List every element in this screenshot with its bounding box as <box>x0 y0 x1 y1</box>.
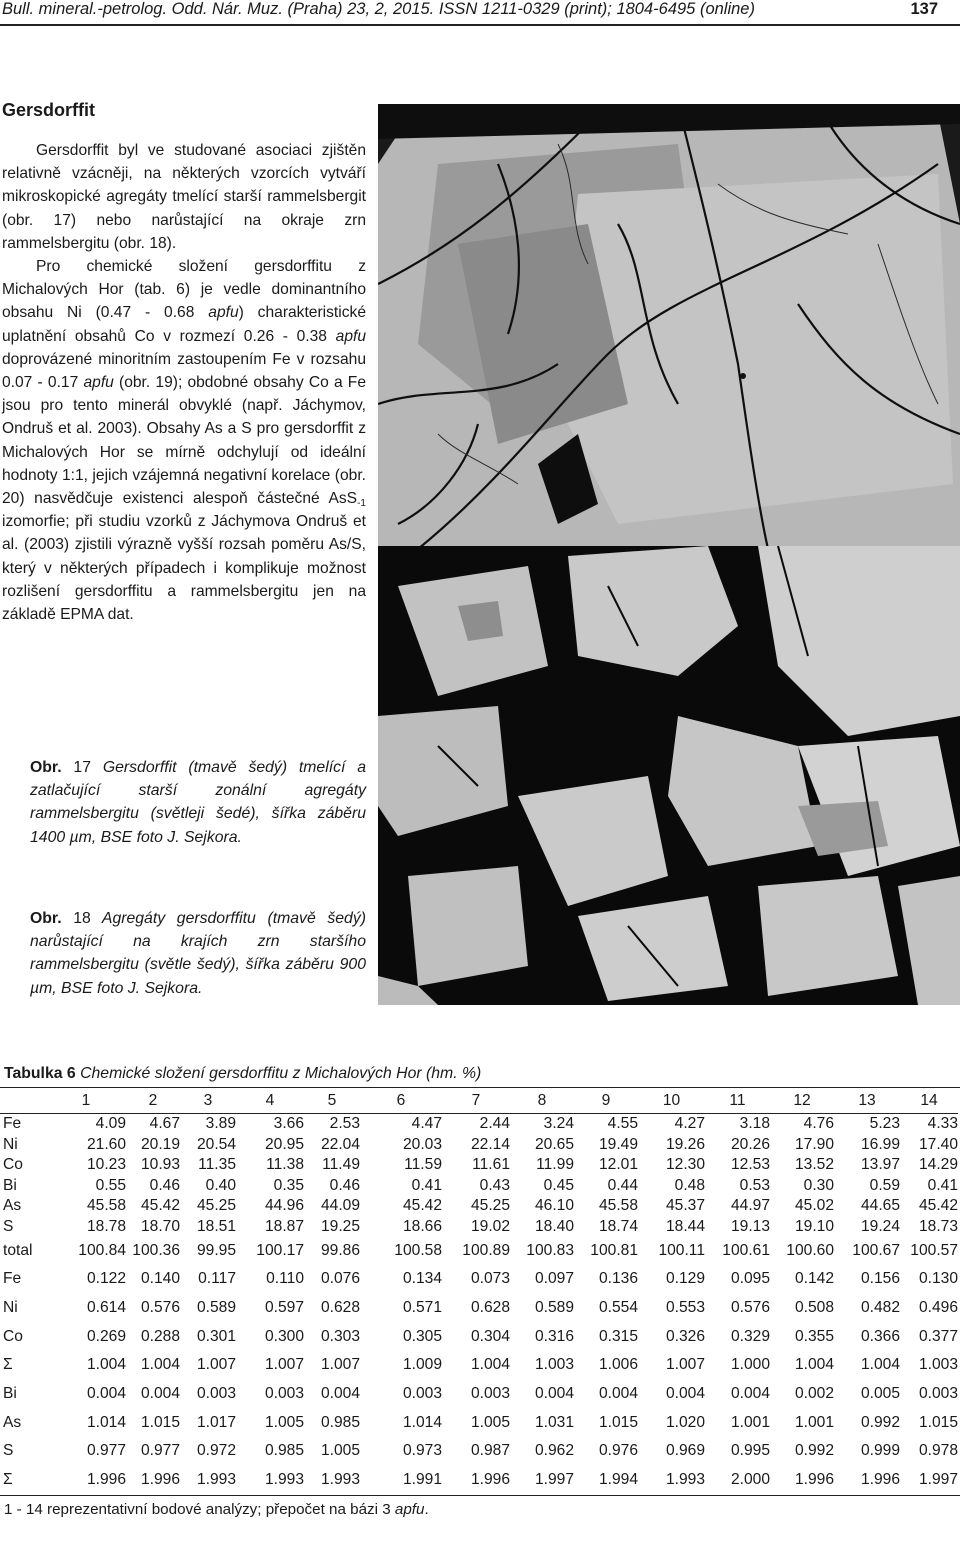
table-row <box>0 1176 958 1197</box>
column-header: 3 <box>203 1091 213 1109</box>
table-cell: 18.87 <box>264 1217 304 1235</box>
table-cell: 1.001 <box>730 1413 770 1431</box>
table-cell: 0.315 <box>598 1327 638 1345</box>
table-cell: 1.015 <box>140 1413 180 1431</box>
table-cell: 1.015 <box>918 1413 958 1431</box>
table-cell: 0.59 <box>869 1176 900 1194</box>
table-cell: 1.996 <box>794 1471 834 1489</box>
row-label: Bi <box>3 1385 17 1403</box>
table-cell: 100.61 <box>722 1242 770 1259</box>
table-cell: 0.992 <box>860 1413 900 1431</box>
table-cell: 0.43 <box>479 1176 510 1194</box>
table-cell: 14.29 <box>918 1156 958 1174</box>
table-cell: 0.41 <box>927 1176 958 1194</box>
table-cell: 22.14 <box>470 1135 510 1153</box>
table-cell: 13.52 <box>794 1156 834 1174</box>
table-cell: 1.993 <box>320 1471 360 1489</box>
table-cell: 1.994 <box>598 1471 638 1489</box>
table-cell: 1.006 <box>598 1356 638 1374</box>
table-cell: 1.031 <box>534 1413 574 1431</box>
table-cell: 45.58 <box>598 1197 638 1215</box>
table-cell: 0.53 <box>739 1176 770 1194</box>
table-row <box>0 1437 958 1466</box>
section-title: Gersdorffit <box>2 100 96 120</box>
table-row <box>0 1237 958 1265</box>
table-cell: 0.301 <box>196 1327 236 1345</box>
table-cell: 0.977 <box>86 1442 126 1460</box>
table-cell: 2.000 <box>730 1471 770 1489</box>
table-cell: 1.007 <box>264 1356 304 1374</box>
table-cell: 100.58 <box>394 1242 442 1259</box>
table-cell: 4.76 <box>770 1114 834 1135</box>
table-cell: 0.41 <box>411 1176 442 1194</box>
row-label: Co <box>3 1327 23 1345</box>
table-cell: 1.996 <box>140 1471 180 1489</box>
table-cell: 0.117 <box>198 1270 236 1288</box>
table-cell: 18.40 <box>534 1217 574 1235</box>
table-cell: 4.33 <box>900 1114 958 1135</box>
column-header: 9 <box>601 1091 611 1109</box>
row-label: Σ <box>3 1471 13 1489</box>
table-cell: 19.49 <box>598 1135 638 1153</box>
table-cell: 19.26 <box>665 1135 705 1153</box>
table-cell: 0.130 <box>918 1270 958 1288</box>
table-cell: 0.992 <box>794 1442 834 1460</box>
table-cell: 1.005 <box>470 1413 510 1431</box>
column-header <box>0 1088 46 1114</box>
table-cell: 0.508 <box>794 1299 834 1317</box>
table-cell: 4.67 <box>126 1114 180 1135</box>
table-cell: 100.17 <box>256 1242 304 1259</box>
table-cell: 100.81 <box>590 1242 638 1259</box>
table-cell: 44.97 <box>730 1197 770 1215</box>
table-cell: 0.576 <box>140 1299 180 1317</box>
table-cell: 1.000 <box>730 1356 770 1374</box>
table-cell: 22.04 <box>320 1135 360 1153</box>
table-cell: 18.70 <box>140 1217 180 1235</box>
table-cell: 19.24 <box>860 1217 900 1235</box>
table-cell: 0.597 <box>264 1299 304 1317</box>
table-cell: 2.44 <box>442 1114 510 1135</box>
table-cell: 2.53 <box>304 1114 360 1135</box>
table-cell: 45.42 <box>402 1197 442 1215</box>
table-cell: 11.99 <box>536 1156 574 1174</box>
table-cell: 0.004 <box>665 1385 705 1403</box>
table-cell: 1.004 <box>860 1356 900 1374</box>
table-row <box>0 1114 958 1135</box>
table-cell: 0.004 <box>534 1385 574 1403</box>
table-cell: 0.48 <box>674 1176 705 1194</box>
table-cell: 20.26 <box>730 1135 770 1153</box>
table-cell: 0.972 <box>196 1442 236 1460</box>
row-label: Fe <box>0 1114 46 1135</box>
table-cell: 0.156 <box>860 1270 900 1288</box>
table-cell: 0.554 <box>598 1299 638 1317</box>
column-header: 10 <box>662 1091 681 1109</box>
table-row <box>0 1217 958 1238</box>
table-cell: 0.985 <box>320 1413 360 1431</box>
table-cell: 0.129 <box>665 1270 705 1288</box>
table-cell: 11.35 <box>198 1156 236 1174</box>
table-row <box>0 1351 958 1380</box>
table-cell: 0.40 <box>205 1176 236 1194</box>
table-cell: 16.99 <box>860 1135 900 1153</box>
row-label: S <box>3 1442 14 1460</box>
paragraph-2: Pro chemické složení gersdorffitu z Michalových Hor (tab. 6) je vedle dominantního obsahu Ni (0.47 - 0.68 apfu) charakteristické uplatnění obsahů Co v rozmezí 0.26 - 0.38 apfu doprovázené minoritním zastoupením Fe v rozsahu 0.07 - 0.17 apfu (obr. 19); obdobné obsahy Co a Fe jsou pro tento minerál obvyklé (např. Jáchymov, Ondruš et al. 2003). Obsahy As a S pro gersdorffit z Michalových Hor se mírně odchylují od ideální hodnoty 1:1, jejich vzájemná negativní korelace (obr. 20) nasvědčuje existenci alespoň částečné AsS$_{-1}$ izomorfie; při studiu vzorků z Jáchymova Ondruš et al. (2003) zjistili výrazně vyšší rozsah poměru As/S, který v některých případech i komplikuje možnost rozlišení gersdorffitu a rammelsbergitu jen na základě EPMA dat. <box>2 258 367 624</box>
table-cell: 1.009 <box>402 1356 442 1374</box>
table-cell: 0.366 <box>860 1327 900 1345</box>
table-footnote: 1 - 14 reprezentativní bodové analýzy; přepočet na bázi 3 apfu. <box>4 1500 429 1518</box>
table-cell: 0.496 <box>918 1299 958 1317</box>
table-row <box>0 1294 958 1323</box>
table-cell: 1.004 <box>794 1356 834 1374</box>
table-cell: 0.973 <box>402 1442 442 1460</box>
table-cell: 20.54 <box>196 1135 236 1153</box>
table-cell: 0.377 <box>918 1327 958 1345</box>
table-cell: 11.49 <box>322 1156 360 1174</box>
row-label: Ni <box>3 1299 18 1317</box>
table-cell: 18.73 <box>918 1217 958 1235</box>
figure-18-bse-photo <box>378 546 960 1005</box>
column-header: 1 <box>81 1091 91 1109</box>
table-cell: 0.142 <box>794 1270 834 1288</box>
table-cell: 0.003 <box>264 1385 304 1403</box>
table-cell: 0.003 <box>402 1385 442 1403</box>
table-cell: 20.19 <box>140 1135 180 1153</box>
table-cell: 1.996 <box>860 1471 900 1489</box>
table-cell: 0.969 <box>665 1442 705 1460</box>
table-header-row <box>0 1088 958 1114</box>
table-cell: 0.288 <box>140 1327 180 1345</box>
table-cell: 19.02 <box>470 1217 510 1235</box>
table-cell: 18.78 <box>86 1217 126 1235</box>
table-cell: 0.110 <box>266 1270 304 1288</box>
table-cell: 0.985 <box>264 1442 304 1460</box>
figure-17-caption: Obr. 17 Gersdorffit (tmavě šedý) tmelící a zatlačující starší zonální agregáty rammelsbergitu (světleji šedé), šířka záběru 1400 µm, BSE foto J. Sejkora. <box>30 759 366 846</box>
table-cell: 5.23 <box>834 1114 900 1135</box>
column-header: 14 <box>920 1091 938 1109</box>
running-header <box>0 0 960 20</box>
table-cell: 0.589 <box>534 1299 574 1317</box>
row-label: Fe <box>3 1270 22 1288</box>
table-cell: 0.553 <box>665 1299 705 1317</box>
table-cell: 45.25 <box>196 1197 236 1215</box>
table-cell: 1.993 <box>264 1471 304 1489</box>
table-cell: 1.997 <box>534 1471 574 1489</box>
table-cell: 0.004 <box>86 1385 126 1403</box>
table-row <box>0 1408 958 1437</box>
table-cell: 13.97 <box>860 1156 900 1174</box>
table-cell: 0.003 <box>918 1385 958 1403</box>
table-cell: 20.65 <box>534 1135 574 1153</box>
column-header: 13 <box>858 1091 876 1109</box>
table-cell: 0.589 <box>196 1299 236 1317</box>
table-cell: 3.66 <box>236 1114 304 1135</box>
table-cell: 0.076 <box>320 1270 360 1288</box>
column-header: 5 <box>327 1091 337 1109</box>
paragraph-1: Gersdorffit byl ve studované asociaci zjištěn relativně vzácněji, na některých vzorcích vytváří mikroskopické agregáty tmelící starší rammelsbergit (obr. 17) nebo narůstající na okraje zrn rammelsbergitu (obr. 18). <box>2 142 366 252</box>
table-cell: 11.59 <box>404 1156 442 1174</box>
row-label: total <box>3 1242 33 1259</box>
table-cell: 44.09 <box>320 1197 360 1215</box>
table-cell: 0.004 <box>598 1385 638 1403</box>
column-header: 8 <box>537 1091 547 1109</box>
table-cell: 45.58 <box>86 1197 126 1215</box>
table-cell: 0.005 <box>860 1385 900 1403</box>
table-cell: 4.55 <box>574 1114 638 1135</box>
table-cell: 0.004 <box>140 1385 180 1403</box>
table-cell: 0.316 <box>534 1327 574 1345</box>
table-cell: 0.977 <box>140 1442 180 1460</box>
table-cell: 0.571 <box>402 1299 442 1317</box>
table-bottom-rule <box>0 1495 960 1496</box>
table-cell: 12.53 <box>730 1156 770 1174</box>
table-cell: 0.134 <box>402 1270 442 1288</box>
table-cell: 1.003 <box>918 1356 958 1374</box>
table-cell: 3.89 <box>180 1114 236 1135</box>
table-cell: 0.35 <box>273 1176 304 1194</box>
row-label: Co <box>3 1156 23 1174</box>
table-cell: 100.83 <box>526 1242 574 1259</box>
table-cell: 45.42 <box>918 1197 958 1215</box>
table-cell: 0.140 <box>140 1270 180 1288</box>
table-cell: 1.007 <box>196 1356 236 1374</box>
column-header: 11 <box>729 1091 746 1109</box>
table-cell: 19.10 <box>794 1217 834 1235</box>
table-cell: 0.269 <box>86 1327 126 1345</box>
table-row <box>0 1466 958 1495</box>
table-cell: 0.097 <box>534 1270 574 1288</box>
table-cell: 1.997 <box>918 1471 958 1489</box>
table-cell: 99.95 <box>196 1242 236 1259</box>
row-label: As <box>3 1413 22 1431</box>
table-cell: 0.482 <box>860 1299 900 1317</box>
table-cell: 100.60 <box>786 1242 834 1259</box>
table-cell: 0.136 <box>598 1270 638 1288</box>
table-cell: 0.628 <box>470 1299 510 1317</box>
table-cell: 4.09 <box>46 1114 126 1135</box>
table-cell: 0.576 <box>730 1299 770 1317</box>
table-cell: 1.017 <box>196 1413 236 1431</box>
table-cell: 1.004 <box>470 1356 510 1374</box>
table-cell: 0.962 <box>534 1442 574 1460</box>
table-cell: 17.90 <box>794 1135 834 1153</box>
table-cell: 4.27 <box>638 1114 705 1135</box>
table-row <box>0 1322 958 1351</box>
table-cell: 20.03 <box>402 1135 442 1153</box>
column-header: 7 <box>471 1091 481 1109</box>
table-row <box>0 1265 958 1294</box>
table-cell: 0.303 <box>320 1327 360 1345</box>
table-cell: 21.60 <box>86 1135 126 1153</box>
table-cell: 45.42 <box>140 1197 180 1215</box>
table-cell: 44.96 <box>264 1197 304 1215</box>
figure-17-bse-photo <box>378 104 960 549</box>
table-cell: 0.003 <box>470 1385 510 1403</box>
table-cell: 45.02 <box>794 1197 834 1215</box>
column-header: 12 <box>793 1091 811 1109</box>
table-cell: 0.46 <box>149 1176 180 1194</box>
table-cell: 1.993 <box>196 1471 236 1489</box>
column-header: 6 <box>396 1091 406 1109</box>
table-cell: 1.004 <box>140 1356 180 1374</box>
table-cell: 18.44 <box>665 1217 705 1235</box>
table-cell: 12.01 <box>598 1156 638 1174</box>
table-cell: 0.326 <box>665 1327 705 1345</box>
table-cell: 0.305 <box>402 1327 442 1345</box>
table-cell: 12.30 <box>665 1156 705 1174</box>
table-cell: 100.84 <box>78 1242 126 1259</box>
table-cell: 1.020 <box>665 1413 705 1431</box>
table-cell: 0.004 <box>730 1385 770 1403</box>
table-cell: 3.18 <box>705 1114 770 1135</box>
table-cell: 19.25 <box>320 1217 360 1235</box>
table-cell: 0.55 <box>95 1176 126 1194</box>
table-cell: 1.014 <box>402 1413 442 1431</box>
table-cell: 45.25 <box>470 1197 510 1215</box>
table-cell: 1.005 <box>264 1413 304 1431</box>
table-cell: 100.67 <box>852 1242 900 1259</box>
table-cell: 20.95 <box>264 1135 304 1153</box>
table-row <box>0 1155 958 1176</box>
table-cell: 1.993 <box>665 1471 705 1489</box>
table-cell: 46.10 <box>534 1197 574 1215</box>
row-label: Ni <box>3 1135 18 1153</box>
table-cell: 1.001 <box>794 1413 834 1431</box>
table-cell: 0.355 <box>794 1327 834 1345</box>
table-cell: 0.003 <box>196 1385 236 1403</box>
table-cell: 100.36 <box>132 1242 180 1259</box>
table-cell: 0.300 <box>264 1327 304 1345</box>
table-cell: 17.40 <box>918 1135 958 1153</box>
table-cell: 0.30 <box>803 1176 834 1194</box>
table-cell: 11.61 <box>472 1156 510 1174</box>
table-cell: 100.57 <box>910 1242 958 1259</box>
page-number: 137 <box>910 0 938 18</box>
composition-table <box>0 1088 958 1495</box>
table-cell: 0.44 <box>607 1176 638 1194</box>
table-cell: 3.24 <box>510 1114 574 1135</box>
table-cell: 0.002 <box>794 1385 834 1403</box>
table-cell: 1.014 <box>86 1413 126 1431</box>
table-cell: 18.66 <box>402 1217 442 1235</box>
table-cell: 0.004 <box>320 1385 360 1403</box>
table-cell: 1.003 <box>534 1356 574 1374</box>
table-cell: 100.11 <box>658 1242 705 1259</box>
table-cell: 11.38 <box>266 1156 304 1174</box>
table-cell: 0.995 <box>730 1442 770 1460</box>
table-cell: 45.37 <box>665 1197 705 1215</box>
table-cell: 1.007 <box>320 1356 360 1374</box>
row-label: S <box>3 1217 14 1235</box>
table-cell: 1.007 <box>665 1356 705 1374</box>
table-cell: 1.996 <box>86 1471 126 1489</box>
figure-18-caption: Obr. 18 Agregáty gersdorffitu (tmavě šedý) narůstající na krajích zrn staršího rammelsbergitu (světle šedý), šířka záběru 900 µm, BSE foto J. Sejkora. <box>30 910 366 997</box>
table-cell: 0.304 <box>470 1327 510 1345</box>
table-cell: 1.996 <box>470 1471 510 1489</box>
table-cell: 19.13 <box>730 1217 770 1235</box>
table-cell: 0.614 <box>86 1299 126 1317</box>
table-cell: 18.51 <box>196 1217 236 1235</box>
table-cell: 0.987 <box>470 1442 510 1460</box>
table-cell: 18.74 <box>598 1217 638 1235</box>
header-rule <box>0 24 960 26</box>
table-cell: 0.976 <box>598 1442 638 1460</box>
table-row <box>0 1196 958 1217</box>
table-cell: 0.073 <box>470 1270 510 1288</box>
table-cell: 0.329 <box>730 1327 770 1345</box>
table-cell: 0.095 <box>730 1270 770 1288</box>
table-cell: 44.65 <box>860 1197 900 1215</box>
table-cell: 0.122 <box>86 1270 126 1288</box>
table-cell: 4.47 <box>360 1114 442 1135</box>
row-label: Bi <box>3 1176 17 1194</box>
journal-citation: Bull. mineral.-petrolog. Odd. Nár. Muz. (Praha) 23, 2, 2015. ISSN 1211-0329 (print); 1804-6495 (online) <box>2 0 755 18</box>
row-label: As <box>3 1197 22 1215</box>
table-cell: 0.628 <box>320 1299 360 1317</box>
table-cell: 0.978 <box>918 1442 958 1460</box>
table-cell: 1.004 <box>86 1356 126 1374</box>
body-text <box>2 139 366 626</box>
table-cell: 0.45 <box>543 1176 574 1194</box>
table-row <box>0 1135 958 1156</box>
table-6 <box>0 1063 960 1518</box>
table-row <box>0 1380 958 1409</box>
table-title: Tabulka 6 Chemické složení gersdorffitu z Michalových Hor (hm. %) <box>4 1065 482 1082</box>
table-cell: 1.015 <box>598 1413 638 1431</box>
table-cell: 1.005 <box>320 1442 360 1460</box>
column-header: 4 <box>265 1091 275 1109</box>
table-cell: 99.86 <box>320 1242 360 1259</box>
column-header: 2 <box>148 1091 158 1109</box>
row-label: Σ <box>3 1356 13 1374</box>
table-cell: 100.89 <box>462 1242 510 1259</box>
table-cell: 10.23 <box>86 1156 126 1174</box>
table-cell: 10.93 <box>140 1156 180 1174</box>
table-cell: 0.46 <box>329 1176 360 1194</box>
table-cell: 1.991 <box>402 1471 442 1489</box>
table-cell: 0.999 <box>860 1442 900 1460</box>
